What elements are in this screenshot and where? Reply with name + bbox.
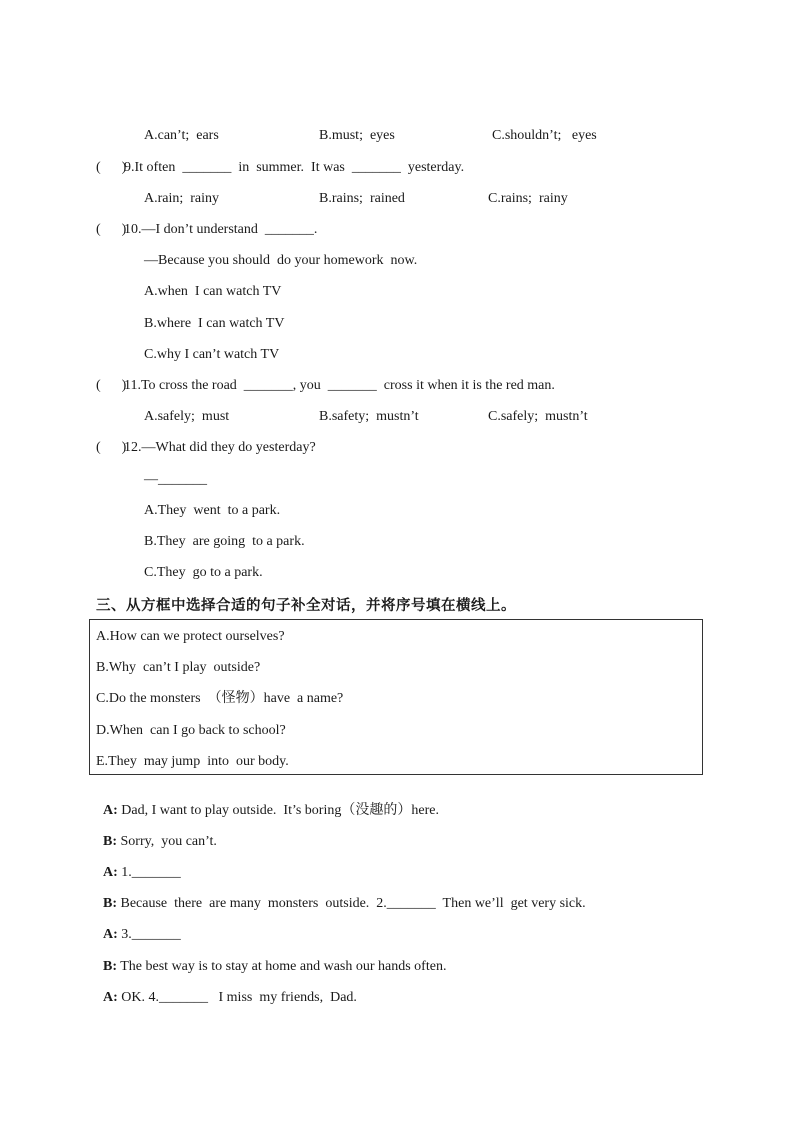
blank-1[interactable]: 1._______ xyxy=(117,865,181,880)
q11-option-c: C.safely; mustn’t xyxy=(488,409,588,424)
q9-option-a: A.rain; rainy xyxy=(144,191,220,206)
dialogue-text-with-blank-2[interactable]: Because there are many monsters outside. 2._______ Then we’ll get very sick. xyxy=(117,896,586,911)
speaker-label: A: xyxy=(103,803,118,818)
q12-option-b: B.They are going to a park. xyxy=(144,534,305,549)
dialogue-text-with-blank-4[interactable]: OK. 4._______ I miss my friends, Dad. xyxy=(117,990,357,1005)
speaker-label: A: xyxy=(103,990,118,1005)
dialogue-line[interactable] xyxy=(96,908,181,944)
section-3-heading: 三、从方框中选择合适的句子补全对话，并将序号填在横线上。 xyxy=(96,598,516,614)
box-option-d: D.When can I go back to school? xyxy=(96,723,286,738)
sentence-options-box xyxy=(89,619,703,775)
q11-option-a: A.safely; must xyxy=(144,409,230,424)
box-option-a: A.How can we protect ourselves? xyxy=(96,629,285,644)
q12-answer-paren[interactable]: ( ) xyxy=(96,440,127,455)
q12-reply: —_______ xyxy=(144,472,207,487)
box-option-b: B.Why can’t I play outside? xyxy=(96,660,261,675)
q11-answer-paren[interactable]: ( ) xyxy=(96,378,127,393)
q11-stem: 11.To cross the road _______, you _______ cross it when it is the red man. xyxy=(124,378,555,393)
q10-answer-paren[interactable]: ( ) xyxy=(96,222,127,237)
box-option-e: E.They may jump into our body. xyxy=(96,754,289,769)
q9-stem: 9.It often _______ in summer. It was _______ yesterday. xyxy=(124,160,465,175)
q9-option-c: C.rains; rainy xyxy=(488,191,568,206)
speaker-label: A: xyxy=(103,927,118,942)
box-option-c: C.Do the monsters （怪物）have a name? xyxy=(96,691,344,706)
speaker-label: B: xyxy=(103,834,117,849)
speaker-label: B: xyxy=(103,959,117,974)
dialogue-line[interactable] xyxy=(96,971,357,1007)
q10-reply: —Because you should do your homework now. xyxy=(144,253,418,268)
q9-option-b: B.rains; rained xyxy=(319,191,405,206)
q9-answer-paren[interactable]: ( ) xyxy=(96,160,127,175)
q8-option-a: A.can’t; ears xyxy=(144,128,219,143)
q10-option-a: A.when I can watch TV xyxy=(144,284,282,299)
q11-option-b: B.safety; mustn’t xyxy=(319,409,419,424)
q8-option-c: C.shouldn’t; eyes xyxy=(492,128,597,143)
blank-3[interactable]: 3._______ xyxy=(117,927,181,942)
q10-option-b: B.where I can watch TV xyxy=(144,316,285,331)
dialogue-text: Sorry, you can’t. xyxy=(117,834,217,849)
q8-option-b: B.must; eyes xyxy=(319,128,395,143)
dialogue-text: The best way is to stay at home and wash our hands often. xyxy=(117,959,447,974)
q12-option-c: C.They go to a park. xyxy=(144,565,263,580)
speaker-label: B: xyxy=(103,896,117,911)
q12-stem: 12.—What did they do yesterday? xyxy=(124,440,316,455)
q12-option-a: A.They went to a park. xyxy=(144,503,281,518)
dialogue-text: Dad, I want to play outside. It’s boring（没趣的）here. xyxy=(117,803,439,818)
q10-option-c: C.why I can’t watch TV xyxy=(144,347,280,362)
speaker-label: A: xyxy=(103,865,118,880)
q10-stem: 10.—I don’t understand _______. xyxy=(124,222,318,237)
